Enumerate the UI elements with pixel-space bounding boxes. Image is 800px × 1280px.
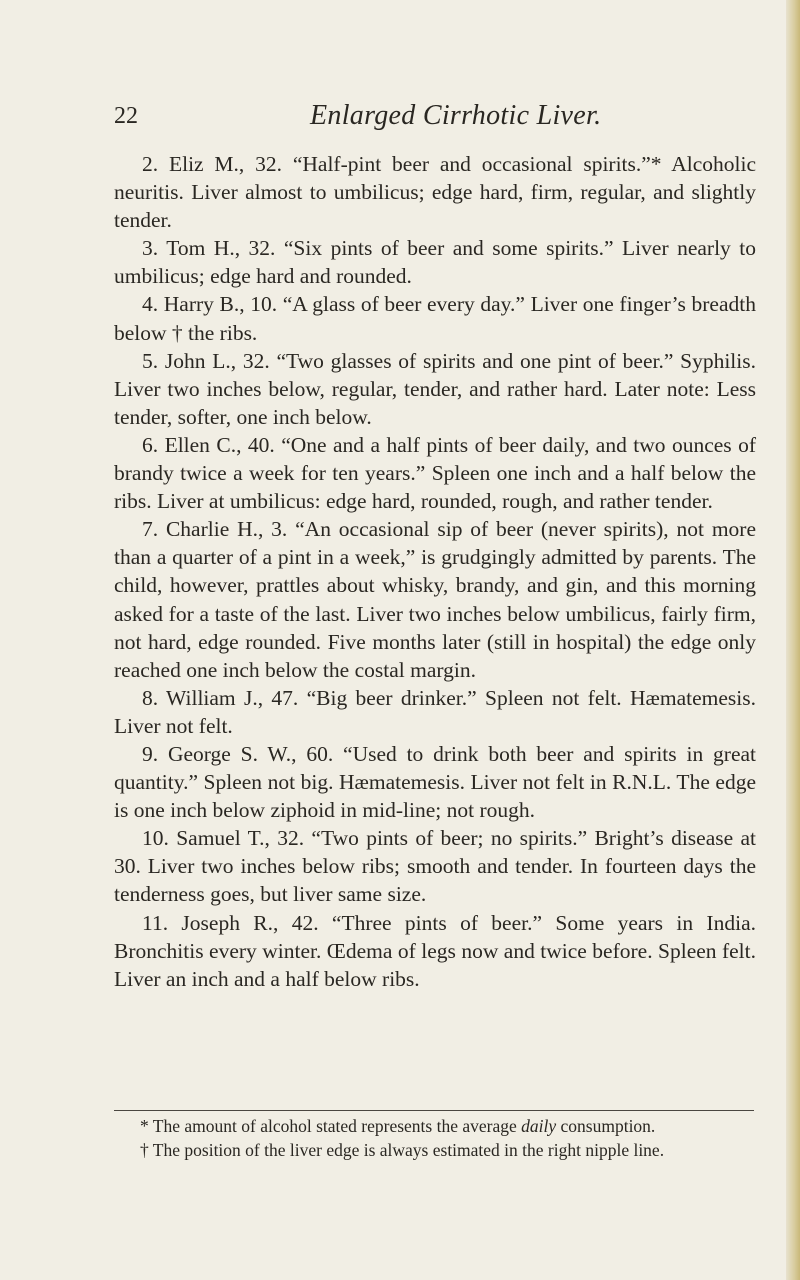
footnote-asterisk — [114, 1114, 756, 1138]
footnote-emphasis: daily — [521, 1116, 557, 1136]
running-title: Enlarged Cirrhotic Liver. — [310, 100, 602, 131]
page-number: 22 — [114, 103, 138, 129]
footnote-asterisk-text: * The amount of alcohol stated represents the average — [140, 1116, 522, 1136]
footnote-asterisk-end: consumption. — [556, 1116, 656, 1136]
footnote-divider — [114, 1110, 754, 1111]
case-list — [114, 150, 756, 993]
case-paragraph-8: 8. William J., 47. “Big beer drinker.” Spleen not felt. Hæmatemesis. Liver not felt. — [114, 685, 756, 738]
page-edge-shading — [786, 0, 800, 1280]
case-paragraph-5: 5. John L., 32. “Two glasses of spirits and one pint of beer.” Syphilis. Liver two inches below, regular, tender, and rather hard. Later note: Less tender, softer, one inch below. — [114, 348, 756, 429]
case-paragraph-7: 7. Charlie H., 3. “An occasional sip of beer (never spirits), not more than a quarter of a pint in a week,” is grudgingly admitted by parents. The child, however, prattles about whisky, brandy, and gin, and this morning asked for a taste of the last. Liver two inches below umbilicus, fairly firm, not hard, edge rounded. Five months later (still in hospital) the edge only reached one inch below the costal margin. — [114, 517, 756, 682]
case-paragraph-11: 11. Joseph R., 42. “Three pints of beer.” Some years in India. Bronchitis every winter. Œdema of legs now and twice before. Spleen felt. Liver an inch and a half below ribs. — [114, 910, 756, 991]
case-paragraph-4: 4. Harry B., 10. “A glass of beer every day.” Liver one finger’s breadth below † the ribs. — [114, 292, 756, 345]
footnotes — [114, 1114, 756, 1162]
page-header — [114, 98, 754, 134]
case-paragraph-9: 9. George S. W., 60. “Used to drink both beer and spirits in great quantity.” Spleen not big. Hæmatemesis. Liver not felt in R.N.L. The edge is one inch below ziphoid in mid-line; not rough. — [114, 741, 756, 823]
case-paragraph-6: 6. Ellen C., 40. “One and a half pints of beer daily, and two ounces of brandy twice a week for ten years.” Spleen one inch and a half below the ribs. Liver at umbilicus: edge hard, rounded, rough, and rather tender. — [114, 432, 756, 514]
case-paragraph-2: 2. Eliz M., 32. “Half-pint beer and occasional spirits.”* Alcoholic neuritis. Liver almost to umbilicus; edge hard, firm, regular, and slightly tender. — [114, 152, 756, 233]
footnote-dagger: † The position of the liver edge is always estimated in the right nipple line. — [140, 1140, 665, 1160]
case-paragraph-3: 3. Tom H., 32. “Six pints of beer and some spirits.” Liver nearly to umbilicus; edge hard and rounded. — [114, 236, 756, 289]
case-paragraph-10: 10. Samuel T., 32. “Two pints of beer; no spirits.” Bright’s disease at 30. Liver two inches below ribs; smooth and tender. In fourteen days the tenderness goes, but liver same size. — [114, 826, 756, 907]
